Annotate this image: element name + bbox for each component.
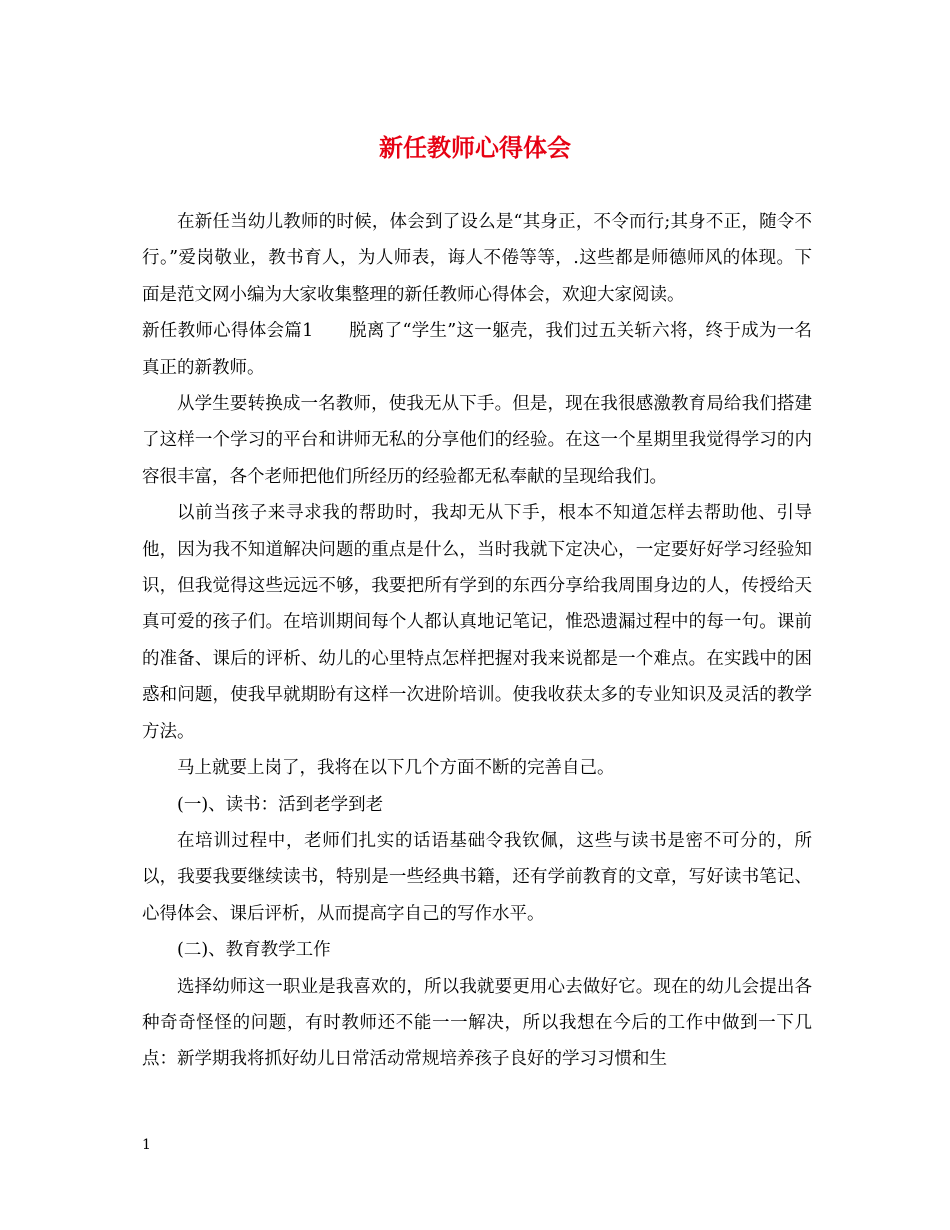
section-heading-teaching: (二)、教育教学工作 <box>177 940 331 961</box>
section-heading-reading: (一)、读书：活到老学到老 <box>177 794 384 815</box>
paragraph-chapter-1-opening: 新任教师心得体会篇1 脱离了“学生”这一躯壳，我们过五关斩六将，终于成为一名真正的新教师。 <box>142 321 812 378</box>
page-title: 新任教师心得体会 <box>379 133 571 162</box>
paragraph-plan-intro: 马上就要上岗了，我将在以下几个方面不断的完善自己。 <box>177 758 615 779</box>
paragraph-transition: 从学生要转换成一名教师，使我无从下手。但是，现在我很感激教育局给我们搭建了这样一个学习的平台和讲师无私的分享他们的经验。在这一个星期里我觉得学习的内容很丰富，各个老师把他们所经历的经验都无私奉献的呈现给我们。 <box>142 394 812 487</box>
page-number: 1 <box>142 1137 151 1153</box>
paragraph-past-experience: 以前当孩子来寻求我的帮助时，我却无从下手，根本不知道怎样去帮助他、引导他，因为我不知道解决问题的重点是什么，当时我就下定决心，一定要好好学习经验知识，但我觉得这些远远不够，我要把所有学到的东西分享给我周围身边的人，传授给天真可爱的孩子们。在培训期间每个人都认真地记笔记，惟恐遗漏过程中的每一句。课前的准备、课后的评析、幼儿的心里特点怎样把握对我来说都是一个难点。在实践中的困惑和问题，使我早就期盼有这样一次进阶培训。使我收获太多的专业知识及灵活的教学方法。 <box>142 503 812 742</box>
document-body <box>142 204 812 1078</box>
paragraph-reading: 在培训过程中，老师们扎实的话语基础令我钦佩，这些与读书是密不可分的，所以，我要我要继续读书，特别是一些经典书籍，还有学前教育的文章，写好读书笔记、心得体会、课后评析，从而提高字自己的写作水平。 <box>142 830 812 924</box>
paragraph-teaching: 选择幼师这一职业是我喜欢的，所以我就要更用心去做好它。现在的幼儿会提出各种奇奇怪怪的问题，有时教师还不能一一解决，所以我想在今后的工作中做到一下几点：新学期我将抓好幼儿日常活动常规培养孩子良好的学习习惯和生 <box>142 976 812 1070</box>
paragraph-intro: 在新任当幼儿教师的时候，体会到了设么是“其身正，不令而行;其身不正，随令不行。”爱岗敬业，教书育人，为人师表，诲人不倦等等，.这些都是师德师风的体现。下面是范文网小编为大家收集整理的新任教师心得体会，欢迎大家阅读。 <box>142 212 812 305</box>
